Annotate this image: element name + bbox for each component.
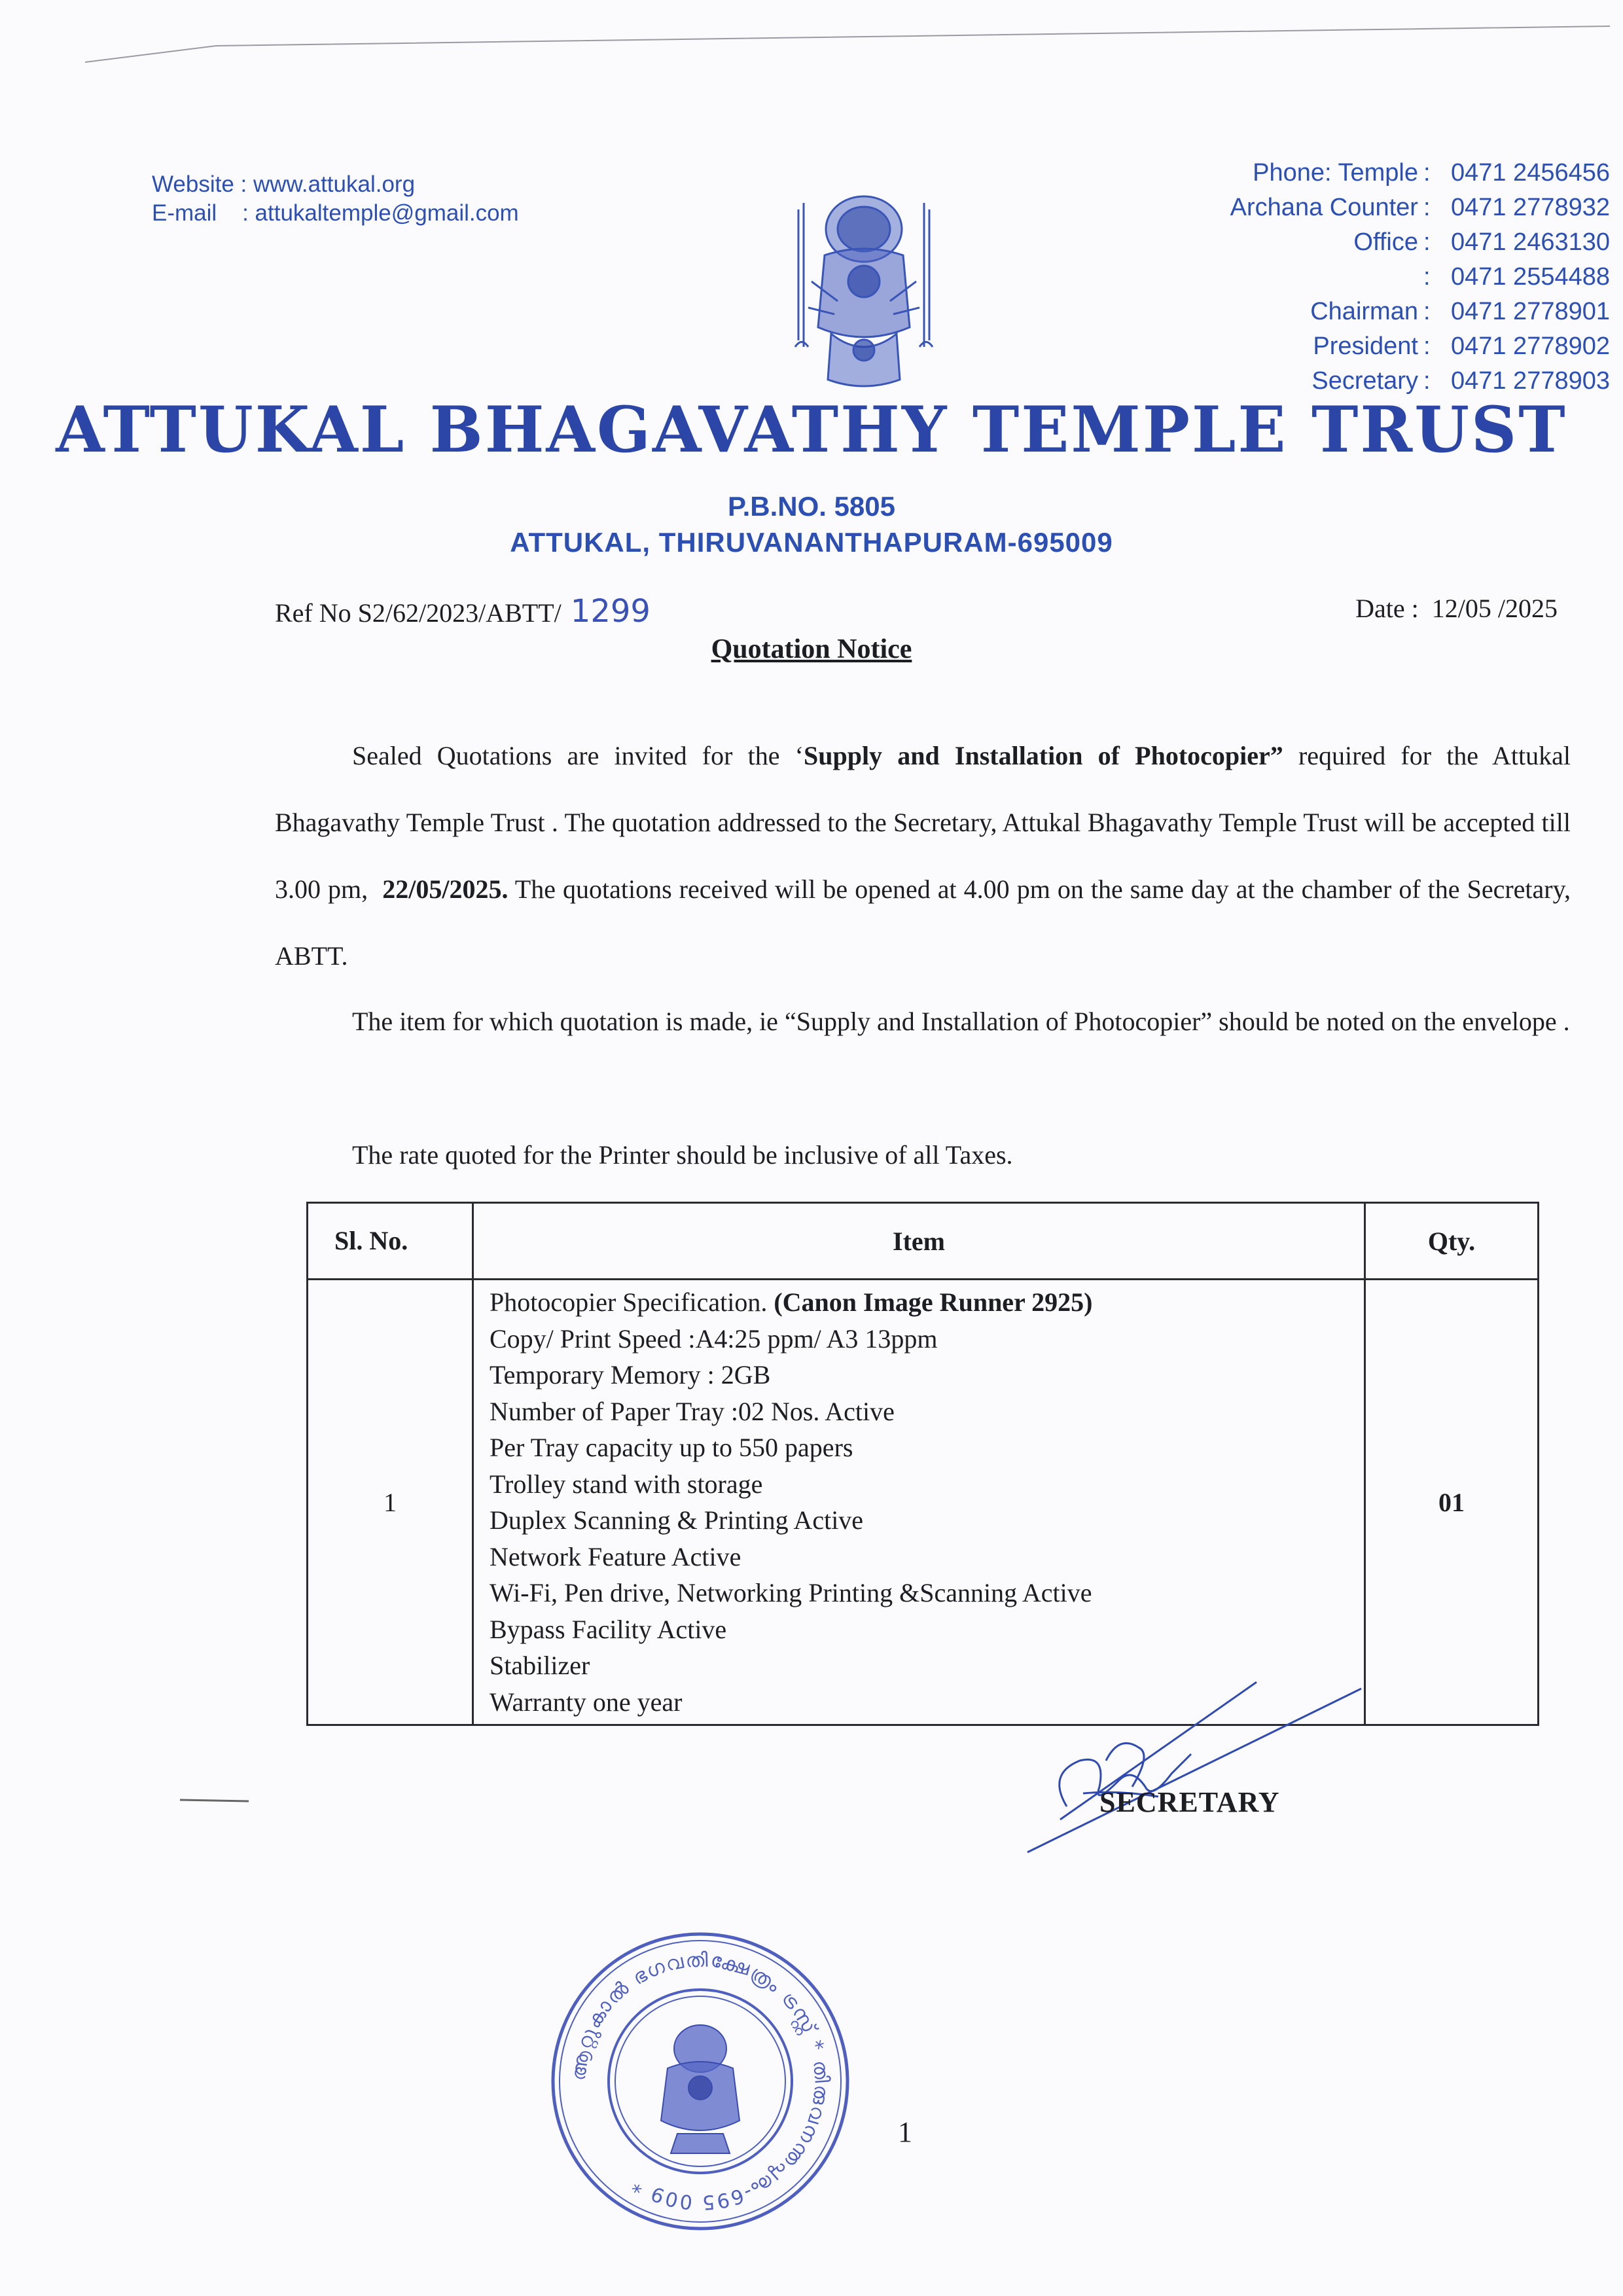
website-link[interactable]: www.attukal.org xyxy=(253,171,416,197)
handwritten-ref-number: 1299 xyxy=(570,593,651,630)
website-label: Website : xyxy=(152,171,253,197)
phone-number[interactable]: 0471 2778932 xyxy=(1450,194,1610,221)
phone-number[interactable]: 0471 2456456 xyxy=(1450,159,1610,187)
deadline-date: 22/05/2025. xyxy=(382,874,508,904)
email-label: E-mail : xyxy=(152,200,255,226)
temple-deity-emblem xyxy=(785,183,942,399)
phone-number[interactable]: 0471 2554488 xyxy=(1450,263,1610,291)
phone-separator: : xyxy=(1423,228,1431,256)
phone-number[interactable]: 0471 2778902 xyxy=(1450,332,1610,360)
phone-label: Secretary xyxy=(1311,367,1418,395)
contact-block xyxy=(152,170,519,228)
spec-line: Warranty one year xyxy=(490,1687,683,1717)
temple-trust-seal xyxy=(537,1924,864,2238)
spec-title xyxy=(490,1284,1364,1321)
spec-line: Network Feature Active xyxy=(490,1541,741,1571)
phone-row xyxy=(1230,329,1610,364)
spec-line: Wi-Fi, Pen drive, Networking Printing &Scanning Active xyxy=(490,1578,1092,1607)
reference-prefix: Ref No S2/62/2023/ABTT/ xyxy=(275,598,562,628)
spec-model: (Canon Image Runner 2925) xyxy=(774,1287,1093,1317)
quotation-item-table xyxy=(306,1202,1539,1726)
phone-label: President xyxy=(1313,332,1418,360)
scan-mark xyxy=(177,1793,255,1806)
paragraph-text: The rate quoted for the Printer should be inclusive of all Taxes. xyxy=(352,1140,1013,1170)
phone-number[interactable]: 0471 2778903 xyxy=(1450,367,1610,395)
paragraph-text: The item for which quotation is made, ie “Supply and Installation of Photocopier” should be noted on the envelope . xyxy=(352,1007,1570,1036)
spec-line: Per Tray capacity up to 550 papers xyxy=(490,1433,853,1462)
phone-label: Phone: Temple xyxy=(1253,159,1418,187)
paragraph-invitation xyxy=(275,723,1578,990)
paragraph-text: Sealed Quotations are invited for the ‘ xyxy=(352,741,804,770)
paragraph-taxes xyxy=(275,1122,1571,1189)
cell-qty: 01 xyxy=(1365,1280,1539,1725)
spec-line: Copy/ Print Speed :A4:25 ppm/ A3 13ppm xyxy=(490,1323,938,1354)
po-box-number: P.B.NO. 5805 xyxy=(727,491,896,522)
header-item: Item xyxy=(473,1203,1365,1280)
seal-lettering: ആറ്റുകാൽ ഭഗവതിക്ഷേത്രം ട്രസ്റ്റ് * തിരുവനന്തപുരം-695 009 * xyxy=(567,1948,833,2214)
reference-number xyxy=(275,593,651,630)
website-row xyxy=(152,170,519,199)
spec-line: Temporary Memory : 2GB xyxy=(490,1360,771,1390)
trust-name-heading: ATTUKAL BHAGAVATHY TEMPLE TRUST xyxy=(56,393,1567,467)
email-row xyxy=(152,199,519,228)
notice-date: Date : 12/05 /2025 xyxy=(1355,594,1558,623)
phone-label: Chairman xyxy=(1310,298,1418,325)
phone-row xyxy=(1230,295,1610,329)
header-sl-no: Sl. No. xyxy=(308,1203,473,1280)
trust-address: ATTUKAL, THIRUVANANTHAPURAM-695009 xyxy=(510,527,1113,558)
phone-label xyxy=(1230,260,1423,295)
cell-sl-no: 1 xyxy=(308,1280,473,1725)
email-link[interactable]: attukaltemple@gmail.com xyxy=(255,200,519,226)
paragraph-envelope xyxy=(275,988,1571,1055)
spec-line: Number of Paper Tray :02 Nos. Active xyxy=(490,1396,895,1426)
spec-line: Duplex Scanning & Printing Active xyxy=(490,1505,864,1535)
phone-directory xyxy=(1230,156,1610,399)
phone-label: Office xyxy=(1353,228,1418,256)
table-header-row xyxy=(308,1203,1539,1280)
secretary-label: SECRETARY xyxy=(1099,1786,1280,1818)
phone-label: Archana Counter xyxy=(1230,194,1418,221)
spec-line: Trolley stand with storage xyxy=(490,1469,763,1499)
phone-separator: : xyxy=(1423,263,1431,291)
phone-separator: : xyxy=(1423,159,1431,187)
spec-line: Bypass Facility Active xyxy=(490,1614,727,1644)
notice-title: Quotation Notice xyxy=(711,634,912,664)
phone-separator: : xyxy=(1423,332,1431,360)
phone-row xyxy=(1230,156,1610,190)
phone-number[interactable]: 0471 2463130 xyxy=(1450,228,1610,256)
page-number: 1 xyxy=(898,2116,912,2148)
header-qty: Qty. xyxy=(1365,1203,1539,1280)
spec-line: Stabilizer xyxy=(490,1651,590,1680)
scan-edge-line xyxy=(0,0,1623,79)
phone-separator: : xyxy=(1423,194,1431,221)
phone-separator: : xyxy=(1423,367,1431,395)
phone-separator: : xyxy=(1423,298,1431,325)
phone-number[interactable]: 0471 2778901 xyxy=(1450,298,1610,325)
paragraph-bold-item: Supply and Installation of Photocopier” xyxy=(803,741,1283,770)
phone-row xyxy=(1230,225,1610,260)
spec-prefix: Photocopier Specification. xyxy=(490,1287,774,1317)
secretary-signature xyxy=(1021,1656,1387,1865)
paragraph-text: required for the Attukal Bhagavathy Temple Trust . The quotation addressed to the Secretary, Attukal Bhagavathy Temple Trust will be accepted till 3.00 pm, xyxy=(275,741,1578,904)
phone-row xyxy=(1230,190,1610,225)
paragraph-text: The quotations received will be opened at 4.00 pm on the same day at the chamber of the Secretary, ABTT. xyxy=(275,874,1571,971)
phone-row xyxy=(1230,260,1610,295)
